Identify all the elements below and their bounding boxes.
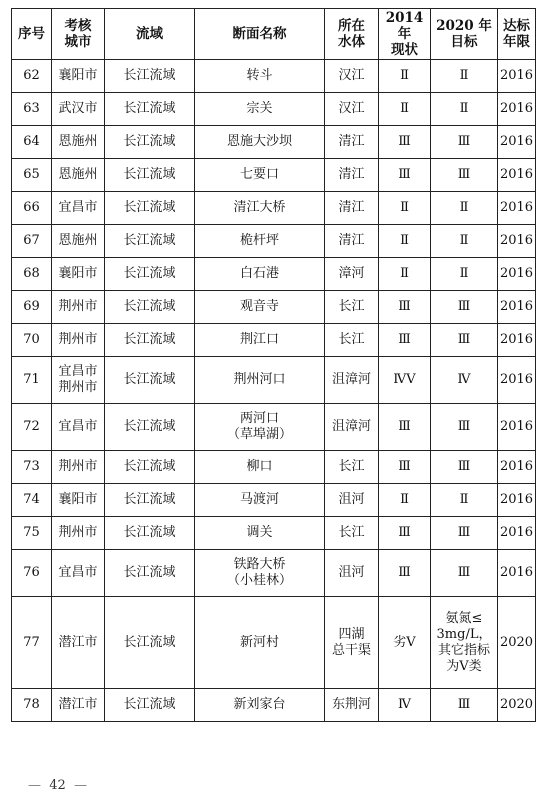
table-row bbox=[12, 517, 536, 550]
cell-line: 荆州市 bbox=[58, 380, 98, 395]
page-number: — 42 — bbox=[28, 778, 88, 793]
cell-line: 荆州市 bbox=[58, 459, 98, 474]
cell-line: Ⅱ bbox=[459, 101, 469, 116]
header-line: 年限 bbox=[503, 34, 530, 50]
table-row bbox=[12, 126, 536, 159]
cell-deadline: 2016 bbox=[498, 225, 536, 258]
cell-water bbox=[325, 517, 379, 550]
cell-section bbox=[195, 324, 325, 357]
cell-target-2020 bbox=[431, 291, 498, 324]
cell-line: Ⅲ bbox=[457, 134, 471, 149]
cell-line: 漳河 bbox=[338, 266, 365, 281]
cell-line: 长江 bbox=[338, 332, 365, 347]
cell-city bbox=[52, 517, 105, 550]
cell-target-2020 bbox=[431, 126, 498, 159]
header-line: 2020 年 bbox=[436, 18, 492, 34]
cell-no: 77 bbox=[12, 597, 52, 689]
cell-target-2020 bbox=[431, 517, 498, 550]
cell-target-2020 bbox=[431, 451, 498, 484]
cell-section bbox=[195, 689, 325, 722]
cell-line: 荆州河口 bbox=[233, 372, 286, 387]
cell-line: 长江 bbox=[338, 299, 365, 314]
cell-line: 沮漳河 bbox=[331, 419, 371, 434]
header-line: 所在 bbox=[338, 18, 365, 34]
cell-line: 3mg/L， bbox=[436, 626, 492, 642]
cell-line: 七要口 bbox=[239, 167, 279, 182]
cell-section bbox=[195, 258, 325, 291]
cell-deadline: 2016 bbox=[498, 517, 536, 550]
cell-water bbox=[325, 60, 379, 93]
table-row bbox=[12, 60, 536, 93]
cell-line: 清江 bbox=[338, 167, 365, 182]
cell-status-2014: Ⅲ bbox=[379, 404, 431, 451]
cell-no: 62 bbox=[12, 60, 52, 93]
cell-section bbox=[195, 225, 325, 258]
cell-line: 汉江 bbox=[338, 68, 365, 83]
cell-line: 沮河 bbox=[338, 565, 365, 580]
header-line: 达标 bbox=[503, 18, 530, 34]
cell-city bbox=[52, 258, 105, 291]
cell-deadline: 2020 bbox=[498, 597, 536, 689]
cell-no: 63 bbox=[12, 93, 52, 126]
cell-line: （草埠湖） bbox=[226, 427, 292, 442]
header-line: 水体 bbox=[338, 34, 365, 50]
cell-line: 长江 bbox=[338, 459, 365, 474]
cell-section bbox=[195, 126, 325, 159]
cell-city bbox=[52, 357, 105, 404]
cell-line: Ⅱ bbox=[459, 200, 469, 215]
cell-line: 潜江市 bbox=[58, 634, 98, 650]
cell-target-2020 bbox=[431, 550, 498, 597]
header-status-2014 bbox=[379, 9, 431, 60]
page-number-value: 42 bbox=[49, 778, 66, 793]
cell-basin: 长江流域 bbox=[105, 258, 195, 291]
cell-city bbox=[52, 484, 105, 517]
table-row bbox=[12, 192, 536, 225]
cell-deadline: 2016 bbox=[498, 159, 536, 192]
cell-line: 宜昌市 bbox=[58, 200, 98, 215]
cell-status-2014: Ⅲ bbox=[379, 159, 431, 192]
cell-line: Ⅲ bbox=[457, 299, 471, 314]
cell-water bbox=[325, 258, 379, 291]
cell-water bbox=[325, 159, 379, 192]
cell-basin: 长江流域 bbox=[105, 291, 195, 324]
cell-target-2020 bbox=[431, 404, 498, 451]
cell-water bbox=[325, 689, 379, 722]
header-basin bbox=[105, 9, 195, 60]
cell-line: 汉江 bbox=[338, 101, 365, 116]
cell-line: 荆州市 bbox=[58, 299, 98, 314]
table-row bbox=[12, 689, 536, 722]
cell-basin: 长江流域 bbox=[105, 517, 195, 550]
cell-target-2020 bbox=[431, 159, 498, 192]
cell-target-2020 bbox=[431, 93, 498, 126]
cell-line: Ⅲ bbox=[457, 167, 471, 182]
cell-water bbox=[325, 550, 379, 597]
header-line: 目标 bbox=[450, 34, 478, 50]
header-no bbox=[12, 9, 52, 60]
cell-line: 清江 bbox=[338, 233, 365, 248]
cell-basin: 长江流域 bbox=[105, 404, 195, 451]
cell-line: 宜昌市 bbox=[58, 565, 98, 580]
table-row bbox=[12, 357, 536, 404]
cell-line: 长江 bbox=[338, 525, 365, 540]
header-deadline bbox=[498, 9, 536, 60]
cell-line: 恩施州 bbox=[58, 233, 98, 248]
cell-deadline: 2016 bbox=[498, 60, 536, 93]
cell-deadline: 2016 bbox=[498, 404, 536, 451]
cell-deadline: 2016 bbox=[498, 484, 536, 517]
cell-status-2014: Ⅱ bbox=[379, 60, 431, 93]
cell-basin: 长江流域 bbox=[105, 225, 195, 258]
table-row bbox=[12, 550, 536, 597]
cell-line: Ⅳ bbox=[457, 372, 471, 387]
cell-city bbox=[52, 60, 105, 93]
cell-line: Ⅱ bbox=[459, 492, 469, 507]
cell-status-2014: Ⅱ bbox=[379, 258, 431, 291]
cell-city bbox=[52, 192, 105, 225]
cell-line: 两河口 bbox=[239, 411, 279, 426]
cell-section bbox=[195, 404, 325, 451]
cell-line: 荆州市 bbox=[58, 525, 98, 540]
cell-deadline: 2016 bbox=[498, 93, 536, 126]
cell-deadline: 2016 bbox=[498, 126, 536, 159]
cell-no: 70 bbox=[12, 324, 52, 357]
cell-basin: 长江流域 bbox=[105, 484, 195, 517]
cell-basin: 长江流域 bbox=[105, 689, 195, 722]
cell-no: 75 bbox=[12, 517, 52, 550]
table-header-row bbox=[12, 9, 536, 60]
cell-water bbox=[325, 192, 379, 225]
cell-line: 柳口 bbox=[246, 459, 273, 474]
cell-status-2014: ⅣⅤ bbox=[379, 357, 431, 404]
cell-city bbox=[52, 93, 105, 126]
cell-line: Ⅲ bbox=[457, 459, 471, 474]
cell-deadline: 2016 bbox=[498, 324, 536, 357]
cell-status-2014: Ⅱ bbox=[379, 192, 431, 225]
cell-line: 氨氮≤ bbox=[445, 610, 483, 626]
header-line: 断面名称 bbox=[232, 26, 287, 42]
cell-target-2020 bbox=[431, 225, 498, 258]
cell-section bbox=[195, 192, 325, 225]
cell-line: 桅杆坪 bbox=[239, 233, 279, 248]
cell-basin: 长江流域 bbox=[105, 324, 195, 357]
cell-status-2014: 劣Ⅴ bbox=[379, 597, 431, 689]
cell-section bbox=[195, 517, 325, 550]
cell-line: 恩施大沙坝 bbox=[226, 134, 292, 149]
cell-no: 71 bbox=[12, 357, 52, 404]
header-line: 城市 bbox=[64, 34, 92, 50]
cell-line: 荆江口 bbox=[239, 332, 279, 347]
cell-basin: 长江流域 bbox=[105, 159, 195, 192]
cell-no: 67 bbox=[12, 225, 52, 258]
header-section bbox=[195, 9, 325, 60]
cell-no: 68 bbox=[12, 258, 52, 291]
cell-no: 65 bbox=[12, 159, 52, 192]
cell-basin: 长江流域 bbox=[105, 93, 195, 126]
table-body bbox=[12, 60, 536, 722]
cell-line: 宜昌市 bbox=[58, 364, 98, 379]
cell-deadline: 2020 bbox=[498, 689, 536, 722]
cell-line: 新河村 bbox=[239, 634, 279, 650]
cell-line: 为Ⅴ类 bbox=[446, 658, 482, 674]
cell-line: 沮漳河 bbox=[331, 372, 371, 387]
cell-basin: 长江流域 bbox=[105, 597, 195, 689]
cell-line: Ⅲ bbox=[457, 565, 471, 580]
cell-city bbox=[52, 159, 105, 192]
cell-line: 转斗 bbox=[246, 68, 273, 83]
cell-target-2020 bbox=[431, 60, 498, 93]
header-line: 现状 bbox=[391, 42, 418, 58]
cell-status-2014: Ⅲ bbox=[379, 550, 431, 597]
cell-basin: 长江流域 bbox=[105, 126, 195, 159]
cell-line: 沮河 bbox=[338, 492, 365, 507]
cell-basin: 长江流域 bbox=[105, 192, 195, 225]
cell-water bbox=[325, 484, 379, 517]
cell-city bbox=[52, 225, 105, 258]
cell-line: 潜江市 bbox=[58, 697, 98, 712]
cell-line: 观音寺 bbox=[239, 299, 279, 314]
cell-section bbox=[195, 60, 325, 93]
cell-line: 清江 bbox=[338, 134, 365, 149]
cell-line: Ⅲ bbox=[457, 525, 471, 540]
cell-line: 清江大桥 bbox=[233, 200, 286, 215]
table-row bbox=[12, 258, 536, 291]
cell-status-2014: Ⅲ bbox=[379, 517, 431, 550]
cell-city bbox=[52, 291, 105, 324]
cell-section bbox=[195, 451, 325, 484]
cell-deadline: 2016 bbox=[498, 550, 536, 597]
table-row bbox=[12, 225, 536, 258]
cell-status-2014: Ⅲ bbox=[379, 324, 431, 357]
cell-city bbox=[52, 324, 105, 357]
cell-water bbox=[325, 404, 379, 451]
cell-basin: 长江流域 bbox=[105, 550, 195, 597]
cell-line: Ⅱ bbox=[459, 266, 469, 281]
cell-line: Ⅱ bbox=[459, 233, 469, 248]
table-row bbox=[12, 451, 536, 484]
cell-no: 72 bbox=[12, 404, 52, 451]
cell-section bbox=[195, 357, 325, 404]
cell-line: 恩施州 bbox=[58, 167, 98, 182]
cell-line: 总干渠 bbox=[331, 642, 371, 658]
cell-basin: 长江流域 bbox=[105, 357, 195, 404]
cell-target-2020 bbox=[431, 357, 498, 404]
cell-line: 新刘家台 bbox=[233, 697, 286, 712]
cell-target-2020 bbox=[431, 324, 498, 357]
cell-line: 襄阳市 bbox=[58, 266, 98, 281]
cell-section bbox=[195, 93, 325, 126]
header-water bbox=[325, 9, 379, 60]
cell-target-2020 bbox=[431, 192, 498, 225]
cell-section bbox=[195, 159, 325, 192]
table-row bbox=[12, 291, 536, 324]
header-line: 2014 年 bbox=[385, 10, 424, 42]
cell-no: 64 bbox=[12, 126, 52, 159]
header-line: 序号 bbox=[18, 26, 45, 42]
cell-line: Ⅲ bbox=[457, 697, 471, 712]
cell-line: 宗关 bbox=[246, 101, 273, 116]
cell-city bbox=[52, 689, 105, 722]
cell-water bbox=[325, 93, 379, 126]
cell-water bbox=[325, 357, 379, 404]
cell-status-2014: Ⅲ bbox=[379, 126, 431, 159]
cell-line: 马渡河 bbox=[239, 492, 279, 507]
table-row bbox=[12, 324, 536, 357]
cell-no: 78 bbox=[12, 689, 52, 722]
cell-line: 襄阳市 bbox=[58, 68, 98, 83]
cell-no: 66 bbox=[12, 192, 52, 225]
cell-section bbox=[195, 291, 325, 324]
cell-city bbox=[52, 404, 105, 451]
cell-deadline: 2016 bbox=[498, 357, 536, 404]
cell-status-2014: Ⅱ bbox=[379, 93, 431, 126]
header-target-2020 bbox=[431, 9, 498, 60]
cell-city bbox=[52, 451, 105, 484]
cell-deadline: 2016 bbox=[498, 192, 536, 225]
cell-line: 其它指标 bbox=[437, 642, 490, 658]
cell-line: 四湖 bbox=[338, 626, 365, 642]
table-row bbox=[12, 404, 536, 451]
cell-line: （小桂林） bbox=[226, 573, 292, 588]
cell-line: 武汉市 bbox=[58, 101, 98, 116]
cell-section bbox=[195, 550, 325, 597]
table-row bbox=[12, 597, 536, 689]
cell-line: 调关 bbox=[246, 525, 273, 540]
cell-water bbox=[325, 126, 379, 159]
cell-line: 襄阳市 bbox=[58, 492, 98, 507]
cell-water bbox=[325, 225, 379, 258]
cell-city bbox=[52, 550, 105, 597]
cell-line: Ⅱ bbox=[459, 68, 469, 83]
cell-water bbox=[325, 597, 379, 689]
cell-section bbox=[195, 484, 325, 517]
cell-city bbox=[52, 597, 105, 689]
cell-line: 恩施州 bbox=[58, 134, 98, 149]
header-line: 流域 bbox=[136, 26, 163, 42]
table-row bbox=[12, 159, 536, 192]
water-quality-table bbox=[11, 8, 536, 722]
cell-line: 荆州市 bbox=[58, 332, 98, 347]
cell-deadline: 2016 bbox=[498, 451, 536, 484]
cell-no: 76 bbox=[12, 550, 52, 597]
cell-status-2014: Ⅳ bbox=[379, 689, 431, 722]
cell-status-2014: Ⅲ bbox=[379, 451, 431, 484]
cell-status-2014: Ⅱ bbox=[379, 484, 431, 517]
cell-target-2020 bbox=[431, 258, 498, 291]
cell-no: 73 bbox=[12, 451, 52, 484]
cell-target-2020 bbox=[431, 597, 498, 689]
table-row bbox=[12, 484, 536, 517]
header-line: 考核 bbox=[64, 18, 92, 34]
cell-line: 铁路大桥 bbox=[233, 557, 286, 572]
cell-city bbox=[52, 126, 105, 159]
cell-line: 东荆河 bbox=[331, 697, 371, 712]
cell-line: 宜昌市 bbox=[58, 419, 98, 434]
cell-water bbox=[325, 324, 379, 357]
cell-target-2020 bbox=[431, 484, 498, 517]
cell-status-2014: Ⅲ bbox=[379, 291, 431, 324]
cell-water bbox=[325, 291, 379, 324]
cell-basin: 长江流域 bbox=[105, 451, 195, 484]
header-city bbox=[52, 9, 105, 60]
cell-line: Ⅲ bbox=[457, 419, 471, 434]
table-row bbox=[12, 93, 536, 126]
cell-section bbox=[195, 597, 325, 689]
cell-line: Ⅲ bbox=[457, 332, 471, 347]
cell-deadline: 2016 bbox=[498, 258, 536, 291]
cell-no: 74 bbox=[12, 484, 52, 517]
cell-basin: 长江流域 bbox=[105, 60, 195, 93]
cell-water bbox=[325, 451, 379, 484]
cell-line: 白石港 bbox=[239, 266, 279, 281]
cell-status-2014: Ⅱ bbox=[379, 225, 431, 258]
cell-deadline: 2016 bbox=[498, 291, 536, 324]
cell-target-2020 bbox=[431, 689, 498, 722]
cell-no: 69 bbox=[12, 291, 52, 324]
cell-line: 清江 bbox=[338, 200, 365, 215]
